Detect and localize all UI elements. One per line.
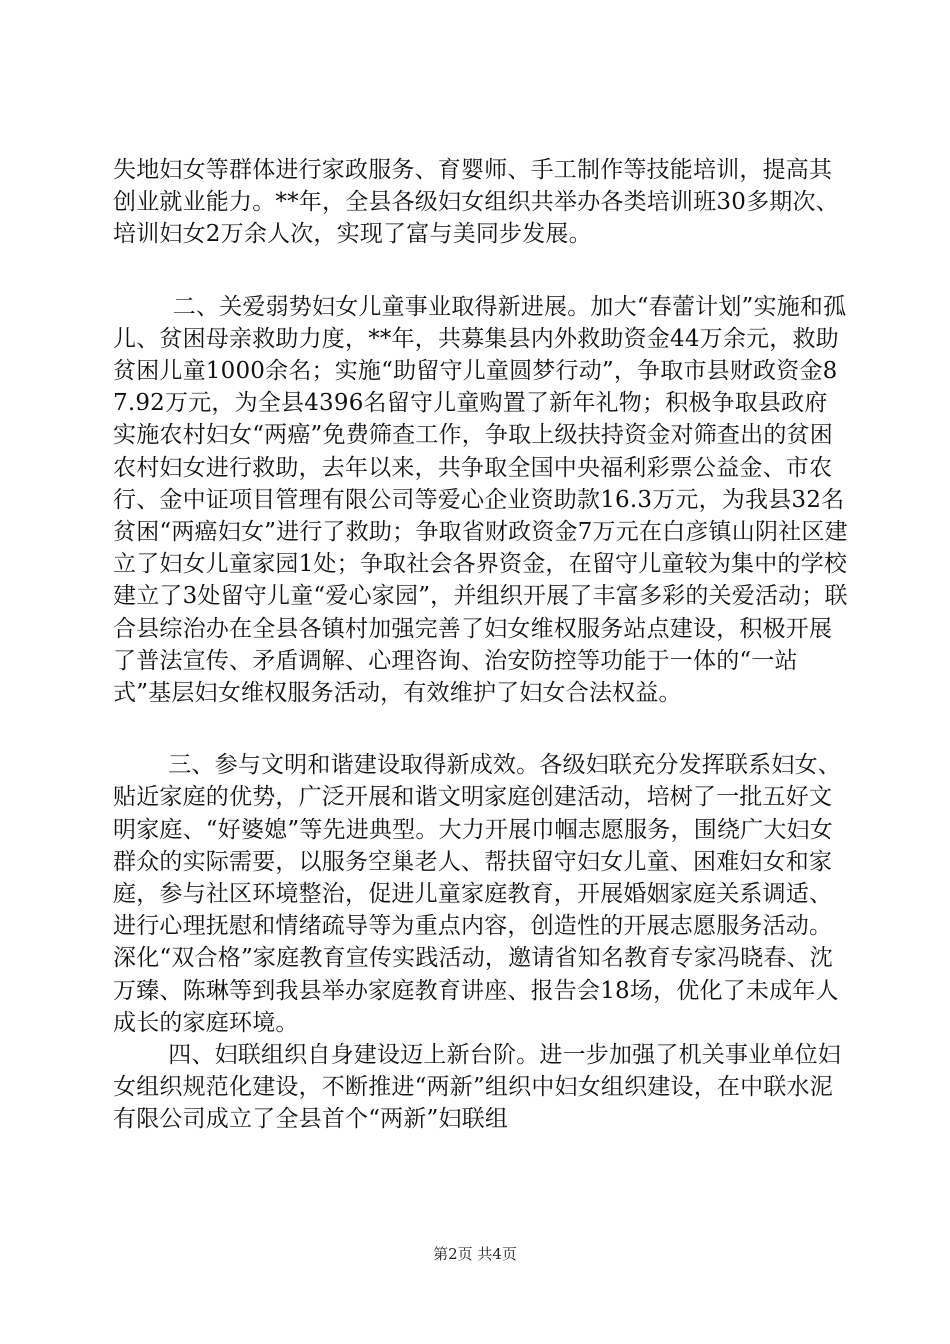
paragraph-gap — [113, 709, 848, 749]
paragraph-section-2: 二、关爱弱势妇女儿童事业取得新进展。加大“春蕾计划”实施和孤儿、贫困母亲救助力度，**年，共募集县内外救助资金44万余元，救助贫困儿童1000余名；实施“助留守儿童圆梦行动”，争取市县财政资金87.92万元，为全县4396名留守儿童购置了新年礼物；积极争取县政府实施农村妇女“两癌”免费筛查工作，争取上级扶持资金对筛查出的贫困农村妇女进行救助，去年以来，共争取全国中央福利彩票公益金、市农行、金中证项目管理有限公司等爱心企业资助款16.3万元，为我县32名贫困“两癌妇女”进行了救助；争取省财政资金7万元在白彦镇山阴社区建立了妇女儿童家园1处；争取社会各界资金，在留守儿童较为集中的学校建立了3处留守儿童“爱心家园”，并组织开展了丰富多彩的关爱活动；联合县综治办在全县各镇村加强完善了妇女维权服务站点建设，积极开展了普法宣传、矛盾调解、心理咨询、治安防控等功能于一体的“一站式”基层妇女维权服务活动，有效维护了妇女合法权益。 — [113, 293, 848, 707]
paragraph-section-4: 四、妇联组织自身建设迈上新台阶。进一步加强了机关事业单位妇女组织规范化建设，不断推进“两新”组织中妇女组织建设，在中联水泥有限公司成立了全县首个“两新”妇联组 — [113, 1042, 841, 1133]
document-body — [113, 154, 848, 1136]
paragraph-gap — [113, 251, 848, 291]
paragraph-section-3: 三、参与文明和谐建设取得新成效。各级妇联充分发挥联系妇女、贴近家庭的优势，广泛开展和谐文明家庭创建活动，培树了一批五好文明家庭、“好婆媳”等先进典型。大力开展巾帼志愿服务，围绕广大妇女群众的实际需要，以服务空巢老人、帮扶留守妇女儿童、困难妇女和家庭，参与社区环境整治，促进儿童家庭教育，开展婚姻家庭关系调适、进行心理抚慰和情绪疏导等为重点内容，创造性的开展志愿服务活动。深化“双合格”家庭教育宣传实践活动，邀请省知名教育专家冯晓春、沈万臻、陈琳等到我县举办家庭教育讲座、报告会18场，优化了未成年人成长的家庭环境。 — [113, 752, 841, 1036]
paragraph-continuation: 失地妇女等群体进行家政服务、育婴师、手工制作等技能培训，提高其创业就业能力。**年，全县各级妇女组织共举办各类培训班30多期次、培训妇女2万余人次，实现了富与美同步发展。 — [113, 157, 839, 248]
page-footer: 第2页 共4页 — [433, 1245, 517, 1263]
